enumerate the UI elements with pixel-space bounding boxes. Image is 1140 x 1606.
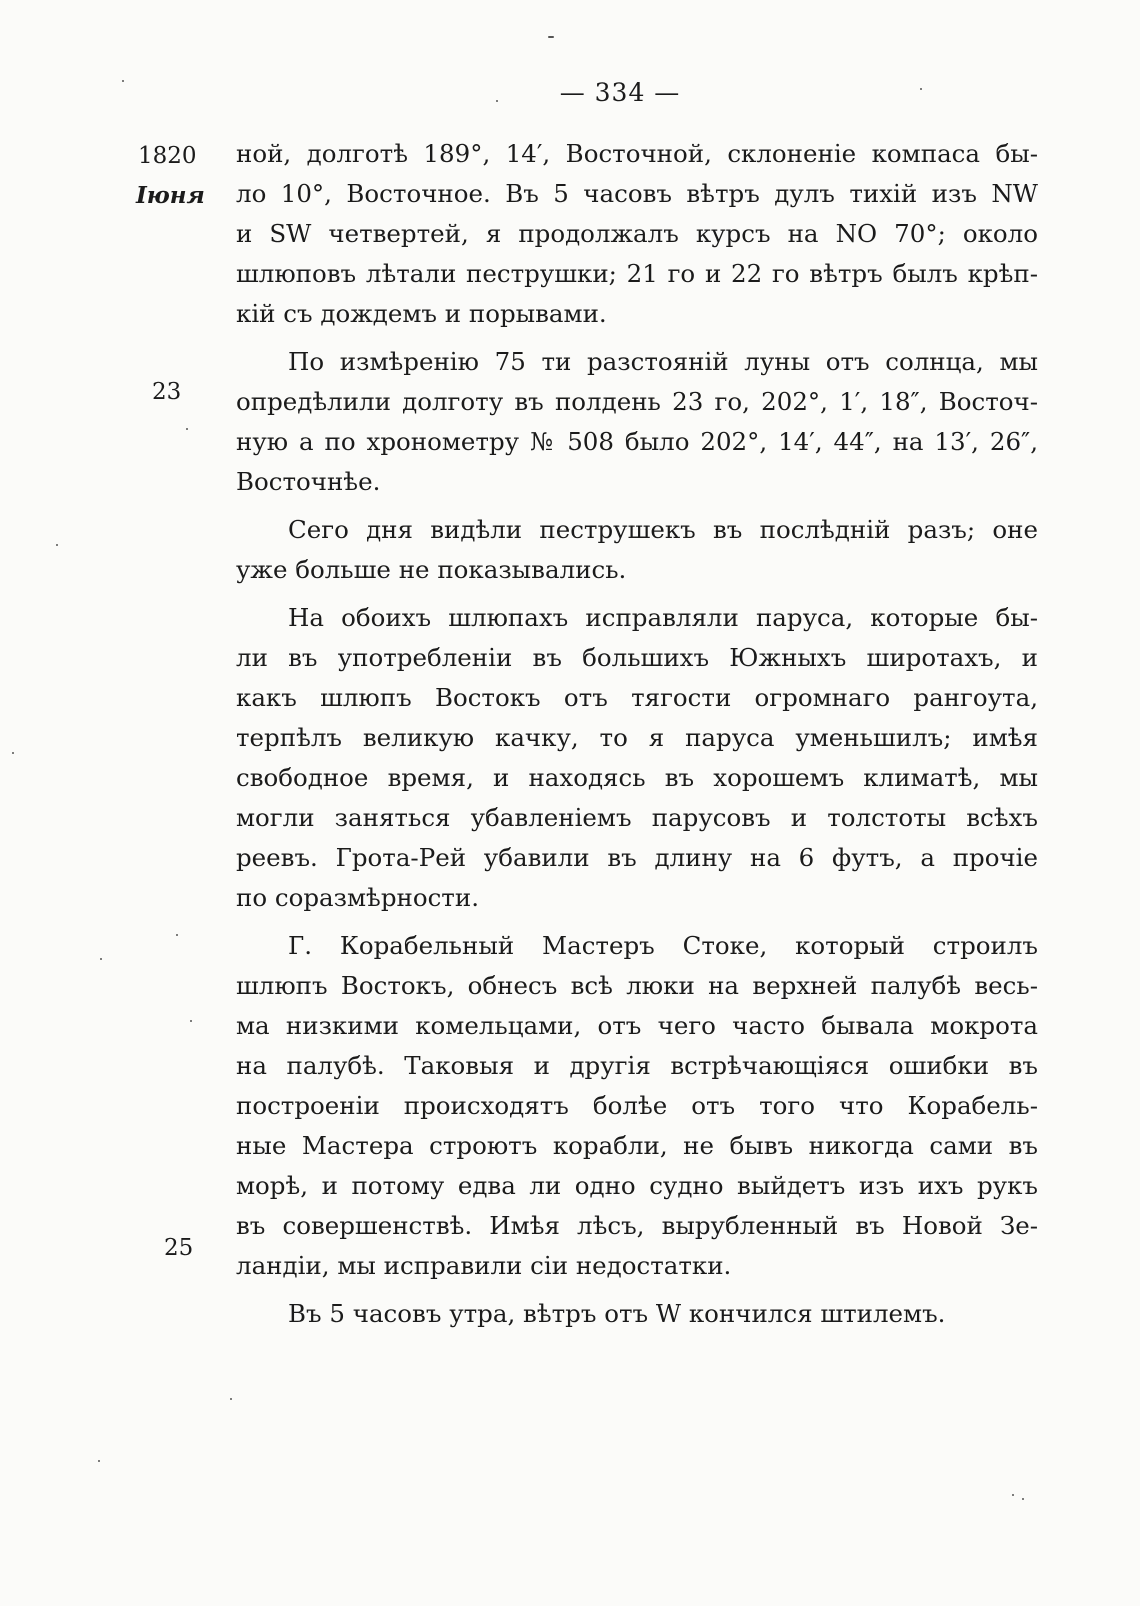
text-line: ма низкими комельцами, отъ чего часто бывала мокрота	[236, 1011, 1038, 1040]
text-line: ные Мастера строютъ корабли, не бывъ никогда сами въ	[236, 1131, 1038, 1160]
paragraph	[236, 598, 1038, 918]
margin-day: 25	[164, 1235, 194, 1261]
text-line: ло 10°, Восточное. Въ 5 часовъ вѣтръ дулъ тихій изъ NW	[236, 179, 1038, 208]
text-line: свободное время, и находясь въ хорошемъ климатѣ, мы	[236, 763, 1038, 792]
text-line: уже больше не показывались.	[236, 555, 627, 584]
text-line: ную а по хронометру № 508 было 202°, 14′, 44″, на 13′, 26″,	[236, 427, 1038, 456]
text-line: Г. Корабельный Мастеръ Стоке, который строилъ	[288, 931, 1038, 960]
page-number: — 334 —	[559, 78, 681, 107]
text-line: На обоихъ шлюпахъ исправляли паруса, которые бы-	[288, 603, 1038, 632]
text-line: Восточнѣе.	[236, 467, 381, 496]
text-line: какъ шлюпъ Востокъ отъ тягости огромнаго рангоута,	[236, 683, 1038, 712]
text-line: ной, долготѣ 189°, 14′, Восточной, склоненіе компаса бы-	[236, 139, 1038, 168]
paragraph	[236, 134, 1038, 334]
text-line: ли въ употребленіи въ большихъ Южныхъ широтахъ, и	[236, 643, 1038, 672]
paragraph	[236, 926, 1038, 1286]
text-line: Въ 5 часовъ утра, вѣтръ отъ W кончился штилемъ.	[288, 1299, 946, 1328]
margin-year: 1820	[138, 143, 197, 169]
text-line: реевъ. Грота-Рей убавили въ длину на 6 футъ, а прочіе	[236, 843, 1038, 872]
paragraph	[236, 1294, 1038, 1334]
text-line: опредѣлили долготу въ полдень 23 го, 202°, 1′, 18″, Восточ-	[236, 387, 1038, 416]
body-text	[236, 134, 1038, 1334]
text-line: на палубѣ. Таковыя и другія встрѣчающіяся ошибки въ	[236, 1051, 1038, 1080]
paragraph	[236, 342, 1038, 502]
margin-day: 23	[152, 379, 182, 405]
text-line: по соразмѣрности.	[236, 883, 479, 912]
text-line: шлюповъ лѣтали пеструшки; 21 го и 22 го вѣтръ былъ крѣп-	[236, 259, 1038, 288]
text-line: терпѣлъ великую качку, то я паруса уменьшилъ; имѣя	[236, 723, 1038, 752]
text-line: Сего дня видѣли пеструшекъ въ послѣдній разъ; оне	[288, 515, 1038, 544]
text-line: и SW четвертей, я продолжалъ курсъ на NO 70°; около	[236, 219, 1038, 248]
text-line: кій съ дождемъ и порывами.	[236, 299, 607, 328]
paragraph	[236, 510, 1038, 590]
text-line: шлюпъ Востокъ, обнесъ всѣ люки на верхней палубѣ весь-	[236, 971, 1038, 1000]
text-line: По измѣренію 75 ти разстояній луны отъ солнца, мы	[288, 347, 1038, 376]
text-line: въ совершенствѣ. Имѣя лѣсъ, вырубленный въ Новой Зе-	[236, 1211, 1038, 1240]
text-line: построеніи происходятъ болѣе отъ того что Корабель-	[236, 1091, 1038, 1120]
margin-month: Іюня	[136, 182, 205, 209]
text-line: морѣ, и потому едва ли одно судно выйдетъ изъ ихъ рукъ	[236, 1171, 1038, 1200]
text-line: могли заняться убавленіемъ парусовъ и толстоты всѣхъ	[236, 803, 1038, 832]
text-line: ландіи, мы исправили сіи недостатки.	[236, 1251, 732, 1280]
